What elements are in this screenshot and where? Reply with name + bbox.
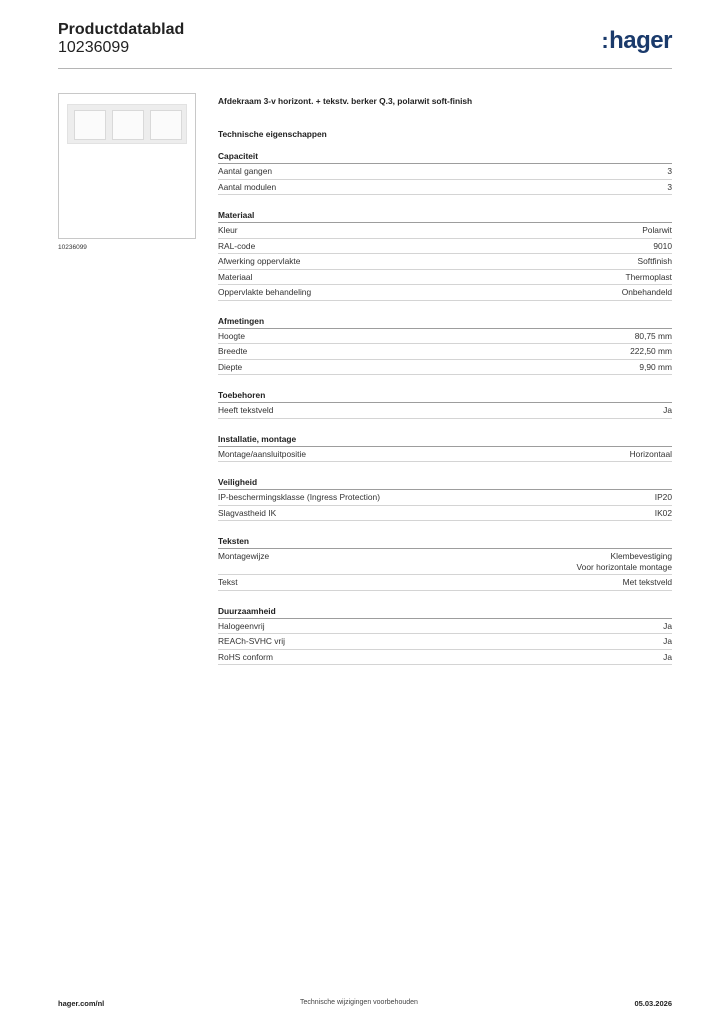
header-divider	[58, 68, 672, 69]
spec-value	[630, 346, 672, 357]
spec-content	[218, 96, 672, 665]
spec-value-line: Softfinish	[637, 256, 672, 266]
product-image	[58, 93, 196, 239]
spec-label: Heeft tekstveld	[218, 405, 274, 415]
spec-value	[623, 577, 672, 588]
spec-label: Hoogte	[218, 330, 246, 341]
spec-label: IP-beschermingsklasse (Ingress Protection)	[218, 492, 380, 502]
spec-value	[655, 508, 672, 519]
spec-value-line: Voor horizontale montage	[576, 561, 672, 572]
spec-row	[218, 285, 672, 301]
spec-value-line: Thermoplast	[625, 271, 672, 282]
logo-dots-icon: :	[601, 28, 609, 53]
spec-section	[218, 390, 672, 419]
spec-label: Kleur	[218, 225, 238, 235]
spec-row	[218, 447, 672, 463]
spec-label: Oppervlakte behandeling	[218, 287, 312, 297]
spec-row	[218, 634, 672, 650]
spec-value-line: Onbehandeld	[621, 287, 672, 297]
spec-row	[218, 506, 672, 522]
spec-label: Materiaal	[218, 271, 253, 282]
spec-row	[218, 329, 672, 345]
spec-label: Breedte	[218, 346, 248, 356]
spec-value-line: 3	[667, 181, 672, 192]
spec-value	[638, 256, 672, 267]
spec-value	[625, 272, 672, 283]
spec-section	[218, 316, 672, 376]
spec-value	[653, 241, 672, 252]
spec-row	[218, 270, 672, 286]
spec-row	[218, 180, 672, 196]
spec-row	[218, 650, 672, 666]
spec-value-line: 9010	[653, 240, 672, 251]
spec-value	[667, 182, 672, 193]
product-code: 10236099	[58, 39, 130, 56]
section-title: Veiligheid	[218, 477, 672, 490]
spec-value-line: Polarwit	[642, 225, 672, 235]
spec-label: REACh-SVHC vrij	[218, 636, 286, 646]
spec-label: Halogeenvrij	[218, 620, 265, 631]
spec-sections	[218, 151, 672, 665]
spec-value	[663, 652, 672, 663]
spec-value-line: IK02	[654, 507, 672, 518]
image-caption: 10236099	[58, 244, 87, 251]
spec-value-line: Ja	[663, 405, 672, 415]
page-title: Productdatablad	[58, 21, 185, 38]
spec-label: RAL-code	[218, 240, 256, 251]
section-title: Duurzaamheid	[218, 606, 672, 619]
spec-value-line: Ja	[663, 620, 672, 631]
spec-label: Slagvastheid IK	[218, 507, 277, 518]
spec-value	[667, 166, 672, 177]
section-title: Afmetingen	[218, 316, 672, 329]
spec-value	[663, 636, 672, 647]
spec-row	[218, 239, 672, 255]
spec-value	[639, 362, 672, 373]
spec-value-line: 3	[667, 166, 672, 176]
spec-section	[218, 151, 672, 195]
spec-label: Diepte	[218, 361, 243, 372]
section-title: Materiaal	[218, 210, 672, 223]
spec-value-line: Ja	[663, 651, 672, 662]
frame-window-icon	[74, 110, 106, 140]
spec-section	[218, 210, 672, 301]
spec-row	[218, 360, 672, 376]
spec-value	[663, 621, 672, 632]
spec-label: Montage/aansluitpositie	[218, 448, 306, 459]
spec-value-line: 9,90 mm	[639, 361, 672, 372]
spec-row	[218, 549, 672, 575]
section-title: Teksten	[218, 536, 672, 549]
spec-row	[218, 575, 672, 591]
footer-website-link[interactable]: hager.com/nl	[58, 999, 105, 1008]
spec-row	[218, 254, 672, 270]
spec-row	[218, 164, 672, 180]
logo-text: hager	[609, 27, 672, 54]
frame-window-icon	[112, 110, 144, 140]
spec-label: Aantal modulen	[218, 181, 277, 192]
spec-value-line: Klembevestiging	[610, 551, 672, 561]
spec-value-line: 80,75 mm	[634, 330, 672, 341]
spec-value	[655, 492, 672, 503]
section-title: Capaciteit	[218, 151, 672, 164]
spec-value	[577, 551, 672, 572]
spec-value	[635, 331, 672, 342]
spec-label: Afwerking oppervlakte	[218, 256, 301, 266]
spec-value-line: Met tekstveld	[622, 577, 672, 587]
spec-section	[218, 477, 672, 521]
frame-icon	[67, 104, 187, 144]
spec-value-line: Horizontaal	[629, 448, 672, 459]
spec-value-line: Ja	[663, 636, 672, 646]
spec-value-line: IP20	[654, 492, 672, 502]
spec-value	[663, 405, 672, 416]
spec-row	[218, 403, 672, 419]
footer-notice: Technische wijzigingen voorbehouden	[300, 999, 418, 1006]
spec-section	[218, 606, 672, 666]
spec-value	[630, 449, 672, 460]
section-title: Toebehoren	[218, 390, 672, 403]
footer-date: 05.03.2026	[634, 999, 672, 1008]
spec-label: Montagewijze	[218, 551, 270, 561]
spec-section	[218, 434, 672, 463]
spec-label: Aantal gangen	[218, 166, 273, 176]
tech-heading: Technische eigenschappen	[218, 129, 327, 139]
spec-row	[218, 619, 672, 635]
spec-value	[622, 287, 672, 298]
spec-value	[642, 225, 672, 236]
section-title: Installatie, montage	[218, 434, 672, 447]
product-name: Afdekraam 3-v horizont. + tekstv. berker Q.3, polarwit soft-finish	[218, 96, 473, 106]
spec-value-line: 222,50 mm	[630, 346, 672, 356]
spec-row	[218, 490, 672, 506]
hager-logo	[601, 27, 672, 55]
spec-row	[218, 223, 672, 239]
spec-row	[218, 344, 672, 360]
spec-label: RoHS conform	[218, 651, 273, 662]
spec-label: Tekst	[218, 577, 238, 587]
frame-window-icon	[150, 110, 182, 140]
spec-section	[218, 536, 672, 591]
